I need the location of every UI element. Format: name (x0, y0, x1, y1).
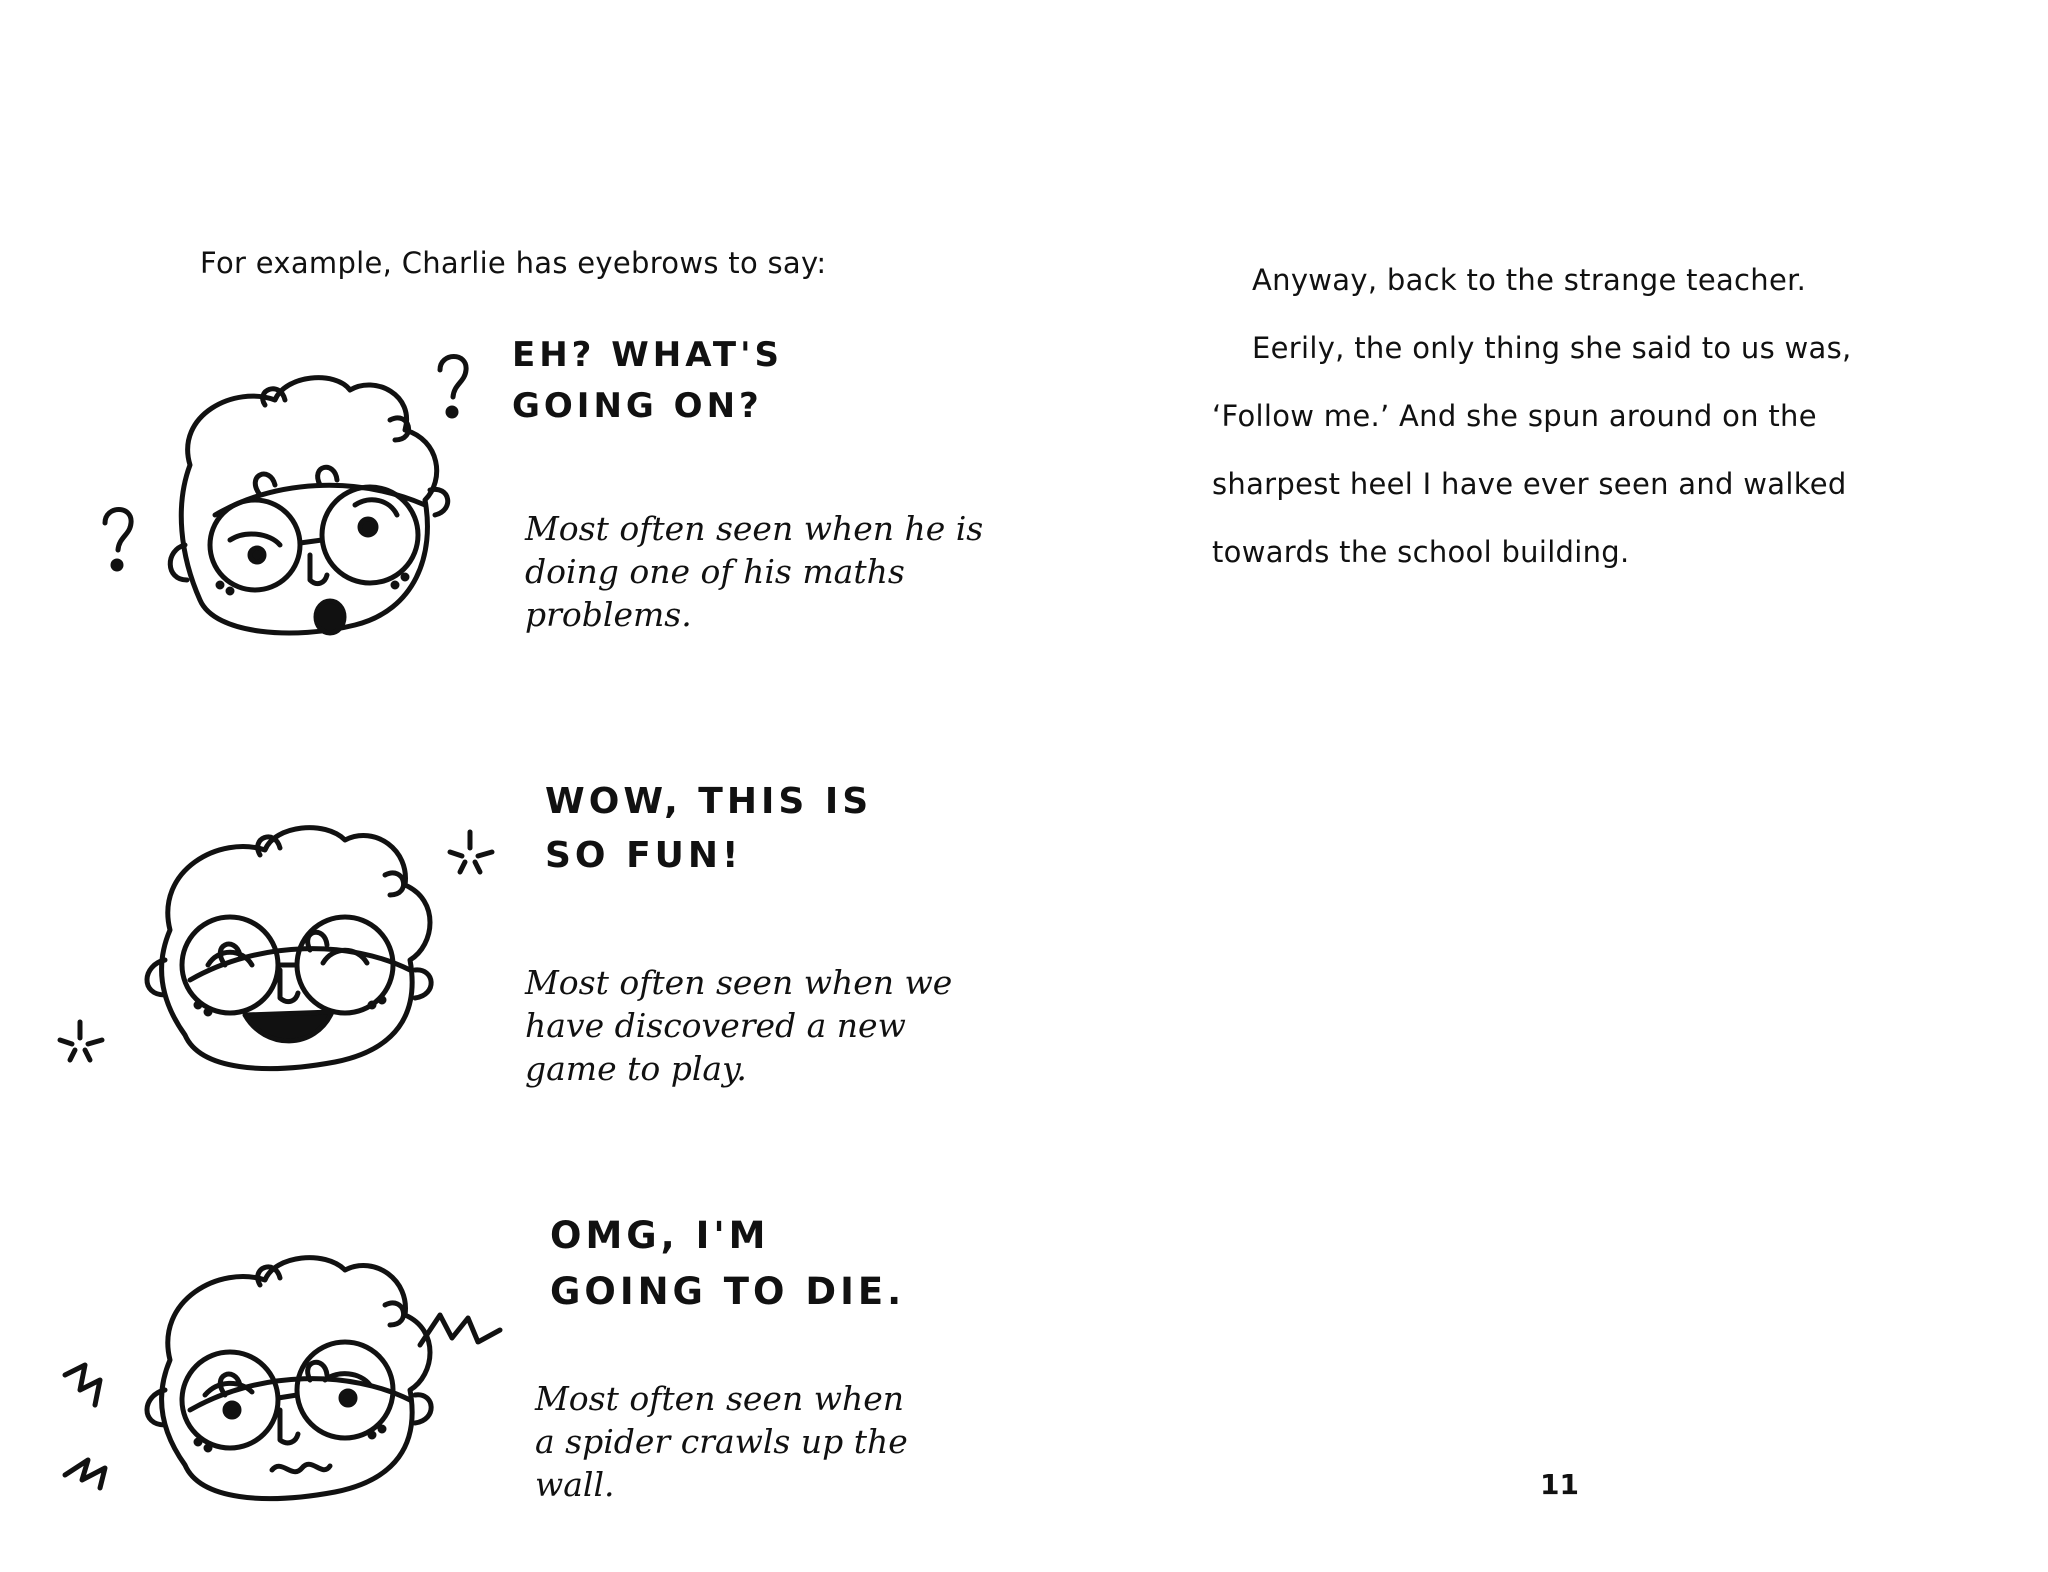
caption-line: Most often seen when he is (525, 509, 984, 548)
caption-confused (525, 508, 983, 637)
happy-face-icon (60, 800, 510, 1080)
caption-line: wall. (535, 1464, 615, 1504)
story-line: ‘Follow me.’ And she spun around on the (1212, 399, 1817, 433)
bubble-line: SO FUN! (545, 835, 743, 876)
caption-line: a spider crawls up the (535, 1421, 908, 1461)
bubble-line: GOING ON? (512, 386, 763, 426)
story-line: sharpest heel I have ever seen and walked (1212, 467, 1847, 501)
caption-scared (535, 1378, 908, 1507)
caption-line: Most often seen when we (525, 963, 953, 1002)
speech-bubble-scared (550, 1208, 905, 1319)
story-text (1212, 246, 1852, 586)
bubble-line: EH? WHAT'S (512, 335, 783, 375)
story-line: Anyway, back to the strange teacher. (1252, 263, 1807, 297)
story-paragraph (1212, 246, 1852, 314)
caption-line: doing one of his maths (525, 551, 905, 591)
confused-face-icon (105, 355, 485, 645)
caption-line: game to play. (525, 1048, 747, 1088)
scared-face-icon (60, 1230, 520, 1510)
intro-text: For example, Charlie has eyebrows to say: (200, 246, 827, 280)
story-line: towards the school building. (1212, 535, 1630, 569)
caption-happy (525, 962, 952, 1091)
caption-line: Most often seen when (535, 1379, 904, 1418)
caption-line: have discovered a new (525, 1005, 906, 1045)
page-number: 11 (1540, 1468, 1579, 1501)
bubble-line: WOW, THIS IS (545, 781, 873, 822)
speech-bubble-happy (545, 775, 872, 883)
story-line: Eerily, the only thing she said to us was, (1252, 331, 1852, 365)
bubble-line: GOING TO DIE. (550, 1269, 906, 1313)
speech-bubble-confused (512, 330, 783, 432)
caption-line: problems. (525, 594, 692, 634)
bubble-line: OMG, I'M (550, 1214, 770, 1257)
zigzag-icon (65, 1315, 500, 1488)
story-paragraph (1212, 314, 1852, 586)
